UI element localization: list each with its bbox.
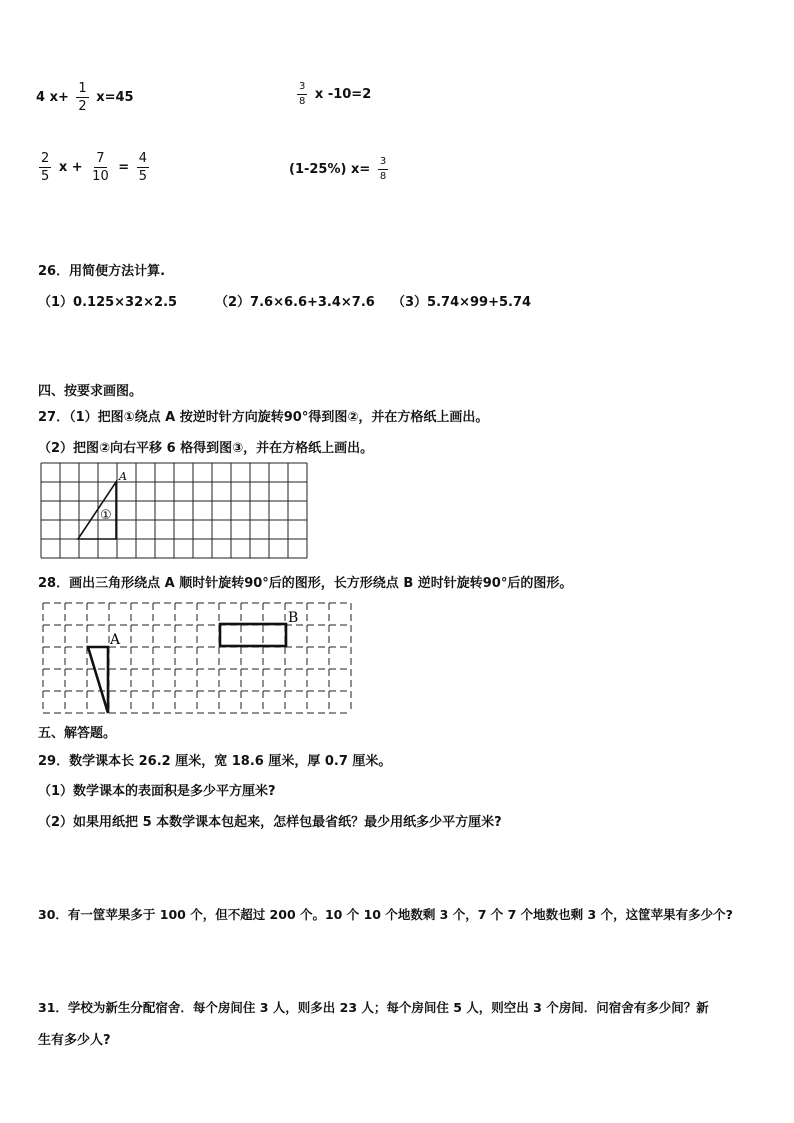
- eq4-prefix: (1-25%): [289, 162, 347, 177]
- eq1-denominator: 2: [78, 99, 87, 114]
- eq3-numerator-2: 7: [96, 151, 105, 166]
- eq1-plus: +: [57, 90, 69, 105]
- eq2-fraction: [297, 82, 307, 107]
- eq3-plus: +: [71, 160, 83, 175]
- q27-grid-figure: [40, 462, 306, 560]
- eq3-x: x: [58, 160, 68, 175]
- eq3-numerator-1: 2: [41, 151, 50, 166]
- q28-grid-figure: [42, 602, 354, 714]
- eq3-denominator-1: 5: [41, 169, 50, 184]
- q30-line: 30．有一筐苹果多于 100 个，但不超过 200 个。10 个 10 个地数剩 3 个，7 个 7 个地数也剩 3 个，这筐苹果有多少个?: [38, 907, 733, 922]
- q26-title: 26．用简便方法计算.: [38, 264, 166, 279]
- equation-2: [294, 82, 371, 107]
- q27-figure-1-label: ①: [100, 508, 112, 523]
- eq1-numerator: 1: [78, 81, 87, 96]
- eq1-coef: 4: [36, 90, 46, 105]
- equation-1: [36, 82, 134, 113]
- eq1-fraction: [76, 82, 88, 113]
- q31-line-1: 31．学校为新生分配宿舍．每个房间住 3 人，则多出 23 人；每个房间住 5 人，则空出 3 个房间．问宿舍有多少间？新: [38, 1000, 709, 1015]
- eq2-denominator: 8: [299, 96, 306, 107]
- q29-sub-1: （1）数学课本的表面积是多少平方厘米?: [38, 784, 276, 799]
- eq3-equals: =: [118, 160, 130, 175]
- q26-item-3: （3）5.74×99+5.74: [392, 295, 532, 310]
- q28-grid: [43, 603, 351, 713]
- q27-point-a-label: A: [119, 470, 127, 483]
- eq3-fraction-1: [39, 152, 51, 183]
- eq4-equals: =: [359, 162, 371, 177]
- eq4-x: x: [350, 162, 360, 177]
- q28-rectangle: [220, 624, 286, 646]
- eq4-denominator: 8: [379, 171, 387, 182]
- eq4-numerator: 3: [378, 157, 388, 170]
- q27-line-2: （2）把图②向右平移 6 格得到图③，并在方格纸上画出。: [38, 441, 374, 456]
- eq1-x2: x: [96, 90, 105, 105]
- q27-grid: [41, 463, 307, 558]
- eq1-x: x: [49, 90, 58, 105]
- q28-triangle: [88, 647, 108, 713]
- eq4-fraction: [378, 157, 388, 182]
- eq3-denominator-3: 5: [138, 169, 147, 184]
- q26-item-2: （2）7.6×6.6+3.4×7.6: [215, 295, 375, 310]
- q28-line: 28．画出三角形绕点 A 顺时针旋转90°后的图形，长方形绕点 B 逆时针旋转90°后的图形。: [38, 576, 573, 591]
- q29-line: 29．数学课本长 26.2 厘米，宽 18.6 厘米，厚 0.7 厘米。: [38, 754, 392, 769]
- eq2-numerator: 3: [297, 82, 307, 95]
- eq2-rest: x -10=2: [314, 87, 372, 102]
- section-4-heading: 四、按要求画图。: [38, 384, 143, 399]
- eq1-rest: =45: [104, 90, 134, 105]
- q28-point-a-label: A: [110, 632, 121, 648]
- q28-point-b-label: B: [288, 610, 299, 626]
- q31-line-2: 生有多少人?: [38, 1033, 111, 1048]
- eq3-denominator-2: 10: [92, 169, 109, 184]
- eq3-numerator-3: 4: [138, 151, 147, 166]
- section-5-heading: 五、解答题。: [38, 726, 117, 741]
- equation-3: [36, 152, 152, 183]
- q26-item-1: （1）0.125×32×2.5: [38, 295, 178, 310]
- q29-sub-2: （2）如果用纸把 5 本数学课本包起来，怎样包最省纸？最少用纸多少平方厘米?: [38, 815, 502, 830]
- q27-line-1: 27．（1）把图①绕点 A 按逆时针方向旋转90°得到图②，并在方格纸上画出。: [38, 410, 489, 425]
- eq3-fraction-3: [137, 152, 149, 183]
- eq3-fraction-2: [90, 152, 111, 183]
- equation-4: [289, 157, 391, 182]
